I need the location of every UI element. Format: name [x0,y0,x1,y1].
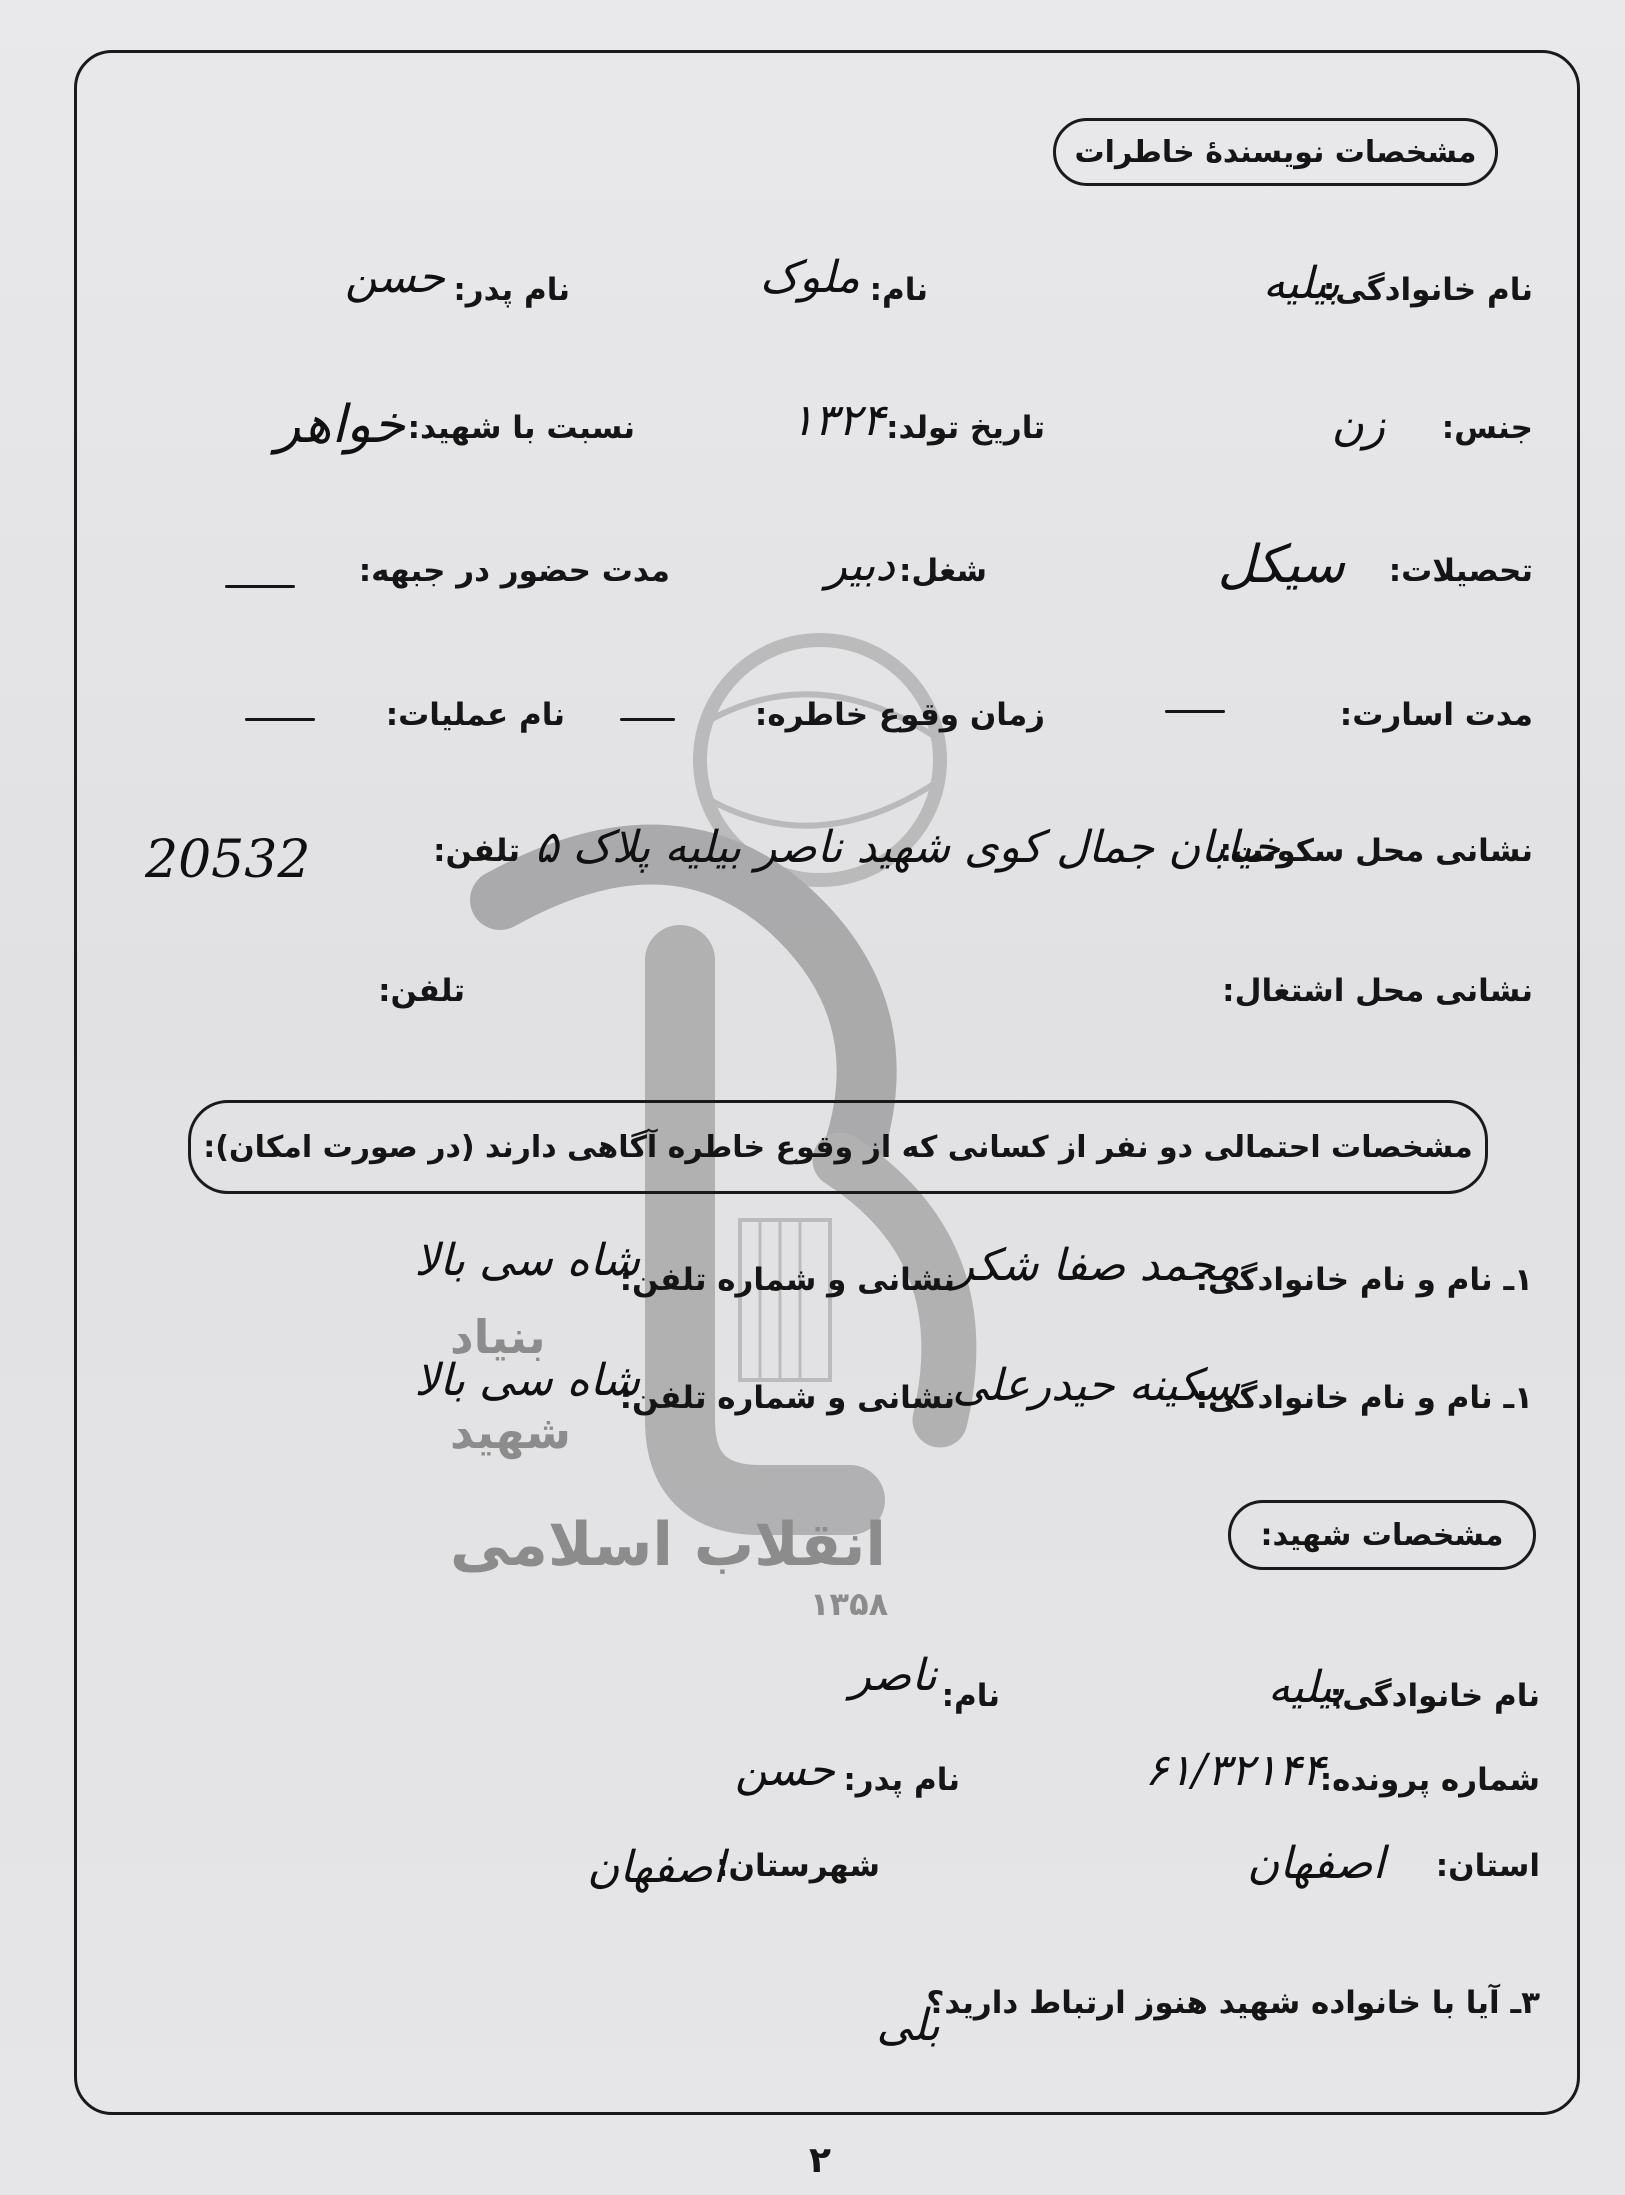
martyr-city-label: شهرستان: [716,1848,880,1884]
author-birth-label: تاریخ تولد: [886,410,1045,446]
martyr-name-label: نام: [941,1678,1000,1714]
author-job-label: شغل: [898,553,987,589]
author-phone-value: 20532 [145,830,311,890]
author-front-label: مدت حضور در جبهه: [358,553,670,589]
author-family-value: بیلیه [1263,258,1340,309]
author-front-dash [225,585,295,588]
witness1-contact-label: نشانی و شماره تلفن: [619,1262,955,1298]
witness-section-heading: مشخصات احتمالی دو نفر از کسانی که از وقوع خاطره آگاهی دارند (در صورت امکان): [188,1100,1488,1194]
author-captivity-label: مدت اسارت: [1339,697,1533,733]
martyr-name-value: ناصر [849,1650,937,1701]
author-name-label: نام: [869,272,928,308]
witness1-label: ۱ـ نام و نام خانوادگی: [1195,1262,1533,1298]
author-work-address-label: نشانی محل اشتغال: [1222,973,1533,1009]
form-border [74,50,1580,2115]
author-father-label: نام پدر: [453,272,570,308]
page-number: ۲ [809,2140,831,2181]
author-family-label: نام خانوادگی: [1322,272,1533,308]
martyr-file-value: ۶۱/۳۲۱۴۴ [1144,1745,1325,1796]
author-father-value: حسن [345,252,445,303]
martyr-city-value: اصفهان [587,1842,725,1893]
watermark-year: ۱۳۵۸ [810,1585,889,1623]
martyr-section-heading: مشخصات شهید: [1228,1500,1536,1570]
author-relation-value: خواهر [275,395,405,455]
watermark-line1: بنیاد [450,1310,546,1364]
author-birth-value: ۱۳۲۴ [790,395,885,446]
author-captivity-dash [1165,710,1225,713]
martyr-father-value: حسن [735,1745,835,1796]
author-address-label: نشانی محل سکونت: [1219,833,1533,869]
author-operation-label: نام عملیات: [385,697,565,733]
author-gender-label: جنس: [1441,410,1533,446]
martyr-q3-label: ۳ـ آیا با خانواده شهید هنوز ارتباط دارید؟ [926,1985,1540,2021]
author-memory-time-dash [620,718,675,721]
author-operation-dash [245,718,315,721]
martyr-father-label: نام پدر: [843,1762,960,1798]
martyr-file-label: شماره پرونده: [1319,1762,1540,1798]
author-gender-value: زن [1331,400,1385,451]
witness2-contact: شاه سی بالا [414,1355,640,1406]
author-education-label: تحصیلات: [1388,553,1533,589]
martyr-province-label: استان: [1435,1848,1540,1884]
watermark-line3: انقلاب اسلامی [450,1510,886,1580]
author-work-phone-label: تلفن: [378,973,465,1009]
author-relation-label: نسبت با شهید: [407,410,635,446]
author-education-value: سیکل [1217,535,1345,595]
author-phone-label: تلفن: [433,833,520,869]
martyr-family-value: بیلیه [1268,1662,1345,1713]
martyr-province-value: اصفهان [1247,1838,1385,1889]
watermark-line2: شهید [450,1405,571,1459]
witness1-name: محمد صفا شکر [953,1240,1240,1291]
witness2-label: ۱ـ نام و نام خانوادگی: [1195,1380,1533,1416]
author-section-heading: مشخصات نويسندۀ خاطرات [1053,118,1498,186]
martyr-q3-value: بلی [876,2000,940,2051]
martyr-family-label: نام خانوادگی: [1329,1678,1540,1714]
author-name-value: ملوک [759,252,860,303]
author-address-value: خیابان جمال کوی شهید ناصر بیلیه پلاک ۵ [534,822,1280,873]
author-memory-time-label: زمان وقوع خاطره: [754,697,1045,733]
witness2-name: سکینه حیدرعلی [952,1360,1240,1411]
witness2-contact-label: نشانی و شماره تلفن: [619,1380,955,1416]
author-job-value: دبیر [825,540,895,591]
witness1-contact: شاه سی بالا [414,1235,640,1286]
